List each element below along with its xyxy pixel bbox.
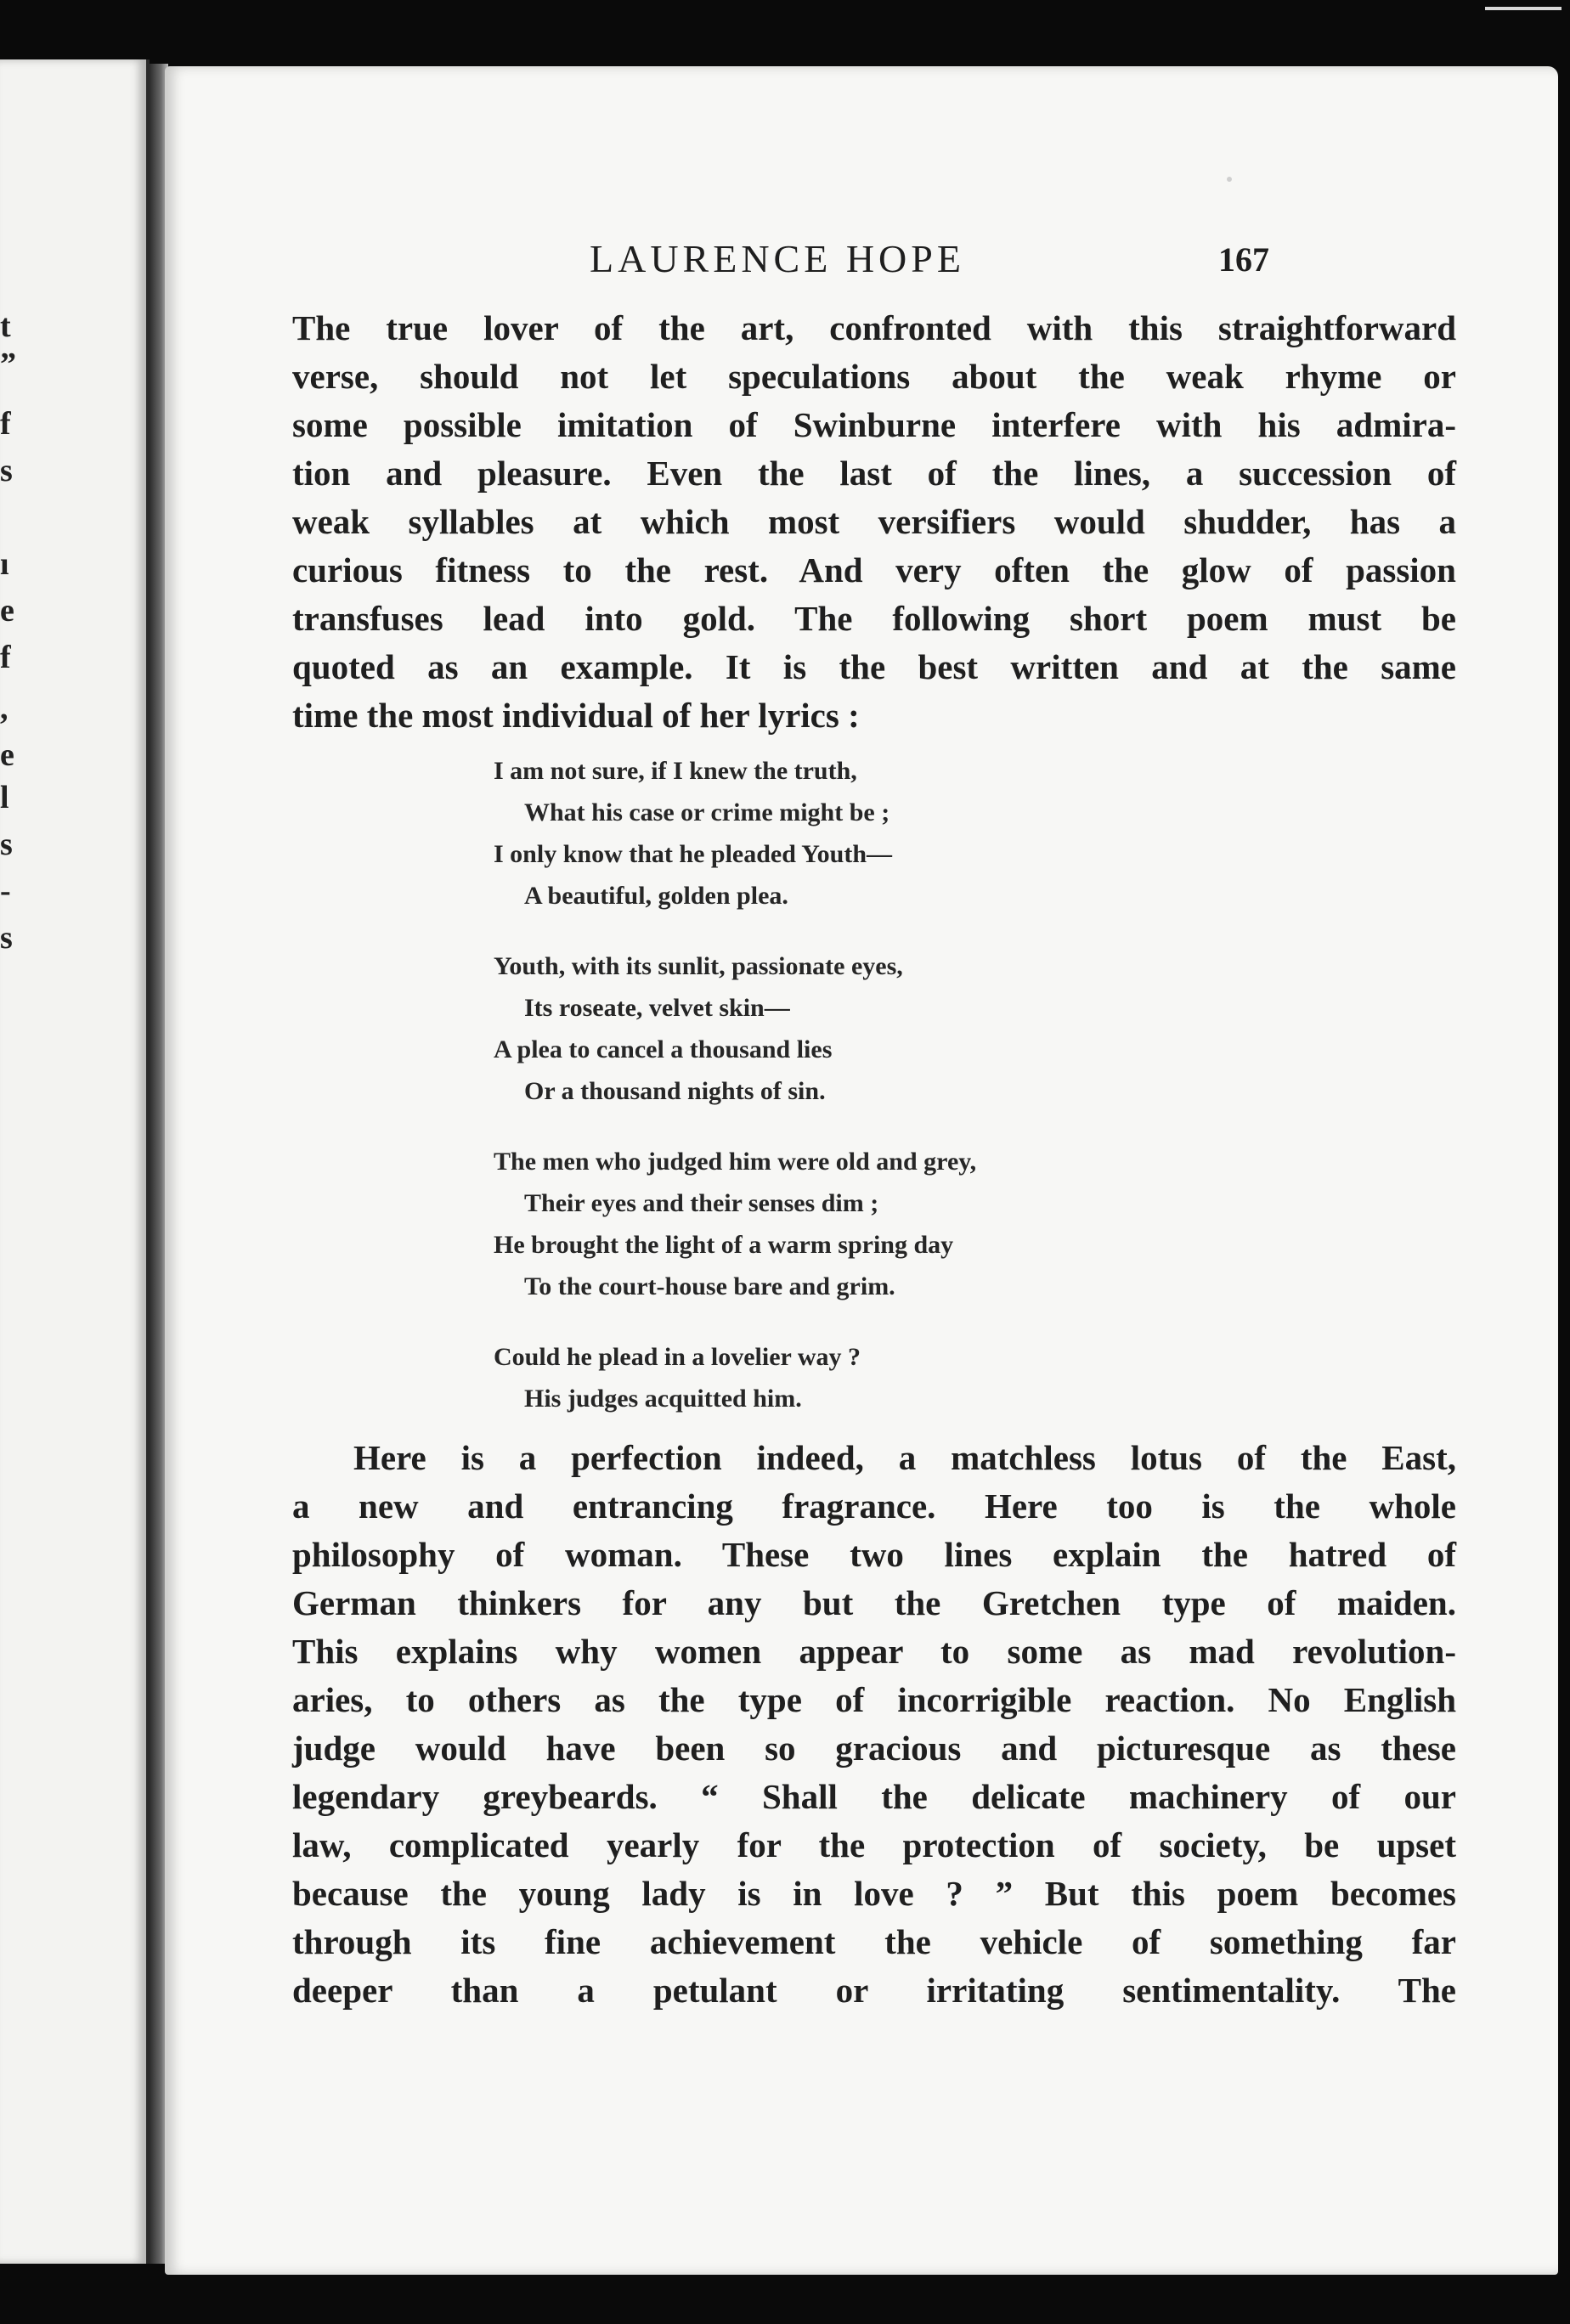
left-page-fragment: f (0, 641, 11, 674)
text-line: through its fine achievement the vehicle of something far (292, 1922, 1456, 1961)
text-line: philosophy of woman. These two lines explain the hatred of (292, 1535, 1456, 1574)
poem-line: To the court-house bare and grim. (524, 1272, 895, 1300)
poem-line: A plea to cancel a thousand lies (494, 1035, 833, 1063)
poem-stanza (494, 945, 1258, 1112)
scan-edge-mark (1485, 7, 1562, 10)
text-line: German thinkers for any but the Gretchen type of maiden. (292, 1583, 1456, 1622)
paragraph-2 (292, 1434, 1456, 2015)
dust-speck (1227, 177, 1232, 182)
poem-line: His judges acquitted him. (524, 1385, 802, 1413)
poem-stanza (494, 1336, 1258, 1419)
left-page-fragment: e (0, 595, 14, 627)
poem-stanza (494, 750, 1258, 917)
poem-line: Could he plead in a lovelier way ? (494, 1343, 861, 1371)
poem-stanza (494, 1141, 1258, 1307)
text-line: legendary greybeards. “ Shall the delicate machinery of our (292, 1777, 1456, 1816)
text-line: The true lover of the art, confronted with this straightforward (292, 308, 1456, 347)
left-page-fragment: s (0, 922, 13, 954)
poem-line: Its roseate, velvet skin— (524, 994, 790, 1022)
text-line: transfuses lead into gold. The following short poem must be (292, 599, 1456, 638)
paragraph-1 (292, 304, 1456, 740)
poem-line: Their eyes and their senses dim ; (524, 1189, 879, 1217)
text-line: tion and pleasure. Even the last of the lines, a succession of (292, 454, 1456, 493)
poem-line: I only know that he pleaded Youth— (494, 840, 892, 868)
text-line: time the most individual of her lyrics : (292, 696, 860, 735)
previous-page-edge (0, 59, 150, 2264)
poem-block (494, 750, 1258, 1448)
left-page-fragment: e (0, 739, 14, 771)
poem-line: Or a thousand nights of sin. (524, 1077, 826, 1105)
text-line: Here is a perfection indeed, a matchless lotus of the East, (353, 1438, 1456, 1477)
running-header (165, 236, 1558, 287)
text-line: aries, to others as the type of incorrigible reaction. No English (292, 1680, 1456, 1719)
text-line: some possible imitation of Swinburne interfere with his admira- (292, 405, 1456, 444)
text-line: because the young lady is in love ? ” But this poem becomes (292, 1874, 1456, 1913)
text-line: a new and entrancing fragrance. Here too is the whole (292, 1486, 1456, 1526)
text-line: verse, should not let speculations about the weak rhyme or (292, 357, 1456, 396)
left-page-fragment: , (0, 692, 8, 725)
text-line: curious fitness to the rest. And very often the glow of passion (292, 550, 1456, 589)
text-line: deeper than a petulant or irritating sentimentality. The (292, 1971, 1456, 2010)
text-line: law, complicated yearly for the protection of society, be upset (292, 1825, 1456, 1864)
left-page-fragment: f (0, 408, 11, 440)
left-page-fragment: l (0, 781, 9, 814)
poem-line: I am not sure, if I knew the truth, (494, 757, 857, 785)
poem-line: A beautiful, golden plea. (524, 882, 788, 910)
left-page-fragment: ı (0, 548, 9, 580)
book-page (165, 66, 1558, 2275)
poem-line: He brought the light of a warm spring day (494, 1231, 954, 1259)
text-line: This explains why women appear to some as mad revolution- (292, 1632, 1456, 1671)
left-page-fragment: t (0, 310, 11, 342)
text-line: quoted as an example. It is the best written and at the same (292, 647, 1456, 686)
poem-line: Youth, with its sunlit, passionate eyes, (494, 952, 903, 980)
left-page-fragment: s (0, 454, 13, 487)
text-line: weak syllables at which most versifiers would shudder, has a (292, 502, 1456, 541)
left-page-fragment: s (0, 828, 13, 860)
poem-line: The men who judged him were old and grey, (494, 1148, 977, 1176)
left-page-fragment: - (0, 875, 11, 907)
text-line: judge would have been so gracious and picturesque as these (292, 1729, 1456, 1768)
page-number: 167 (1218, 240, 1269, 279)
running-title: LAURENCE HOPE (590, 237, 965, 280)
poem-line: What his case or crime might be ; (524, 798, 890, 826)
left-page-fragment: ” (0, 348, 16, 381)
